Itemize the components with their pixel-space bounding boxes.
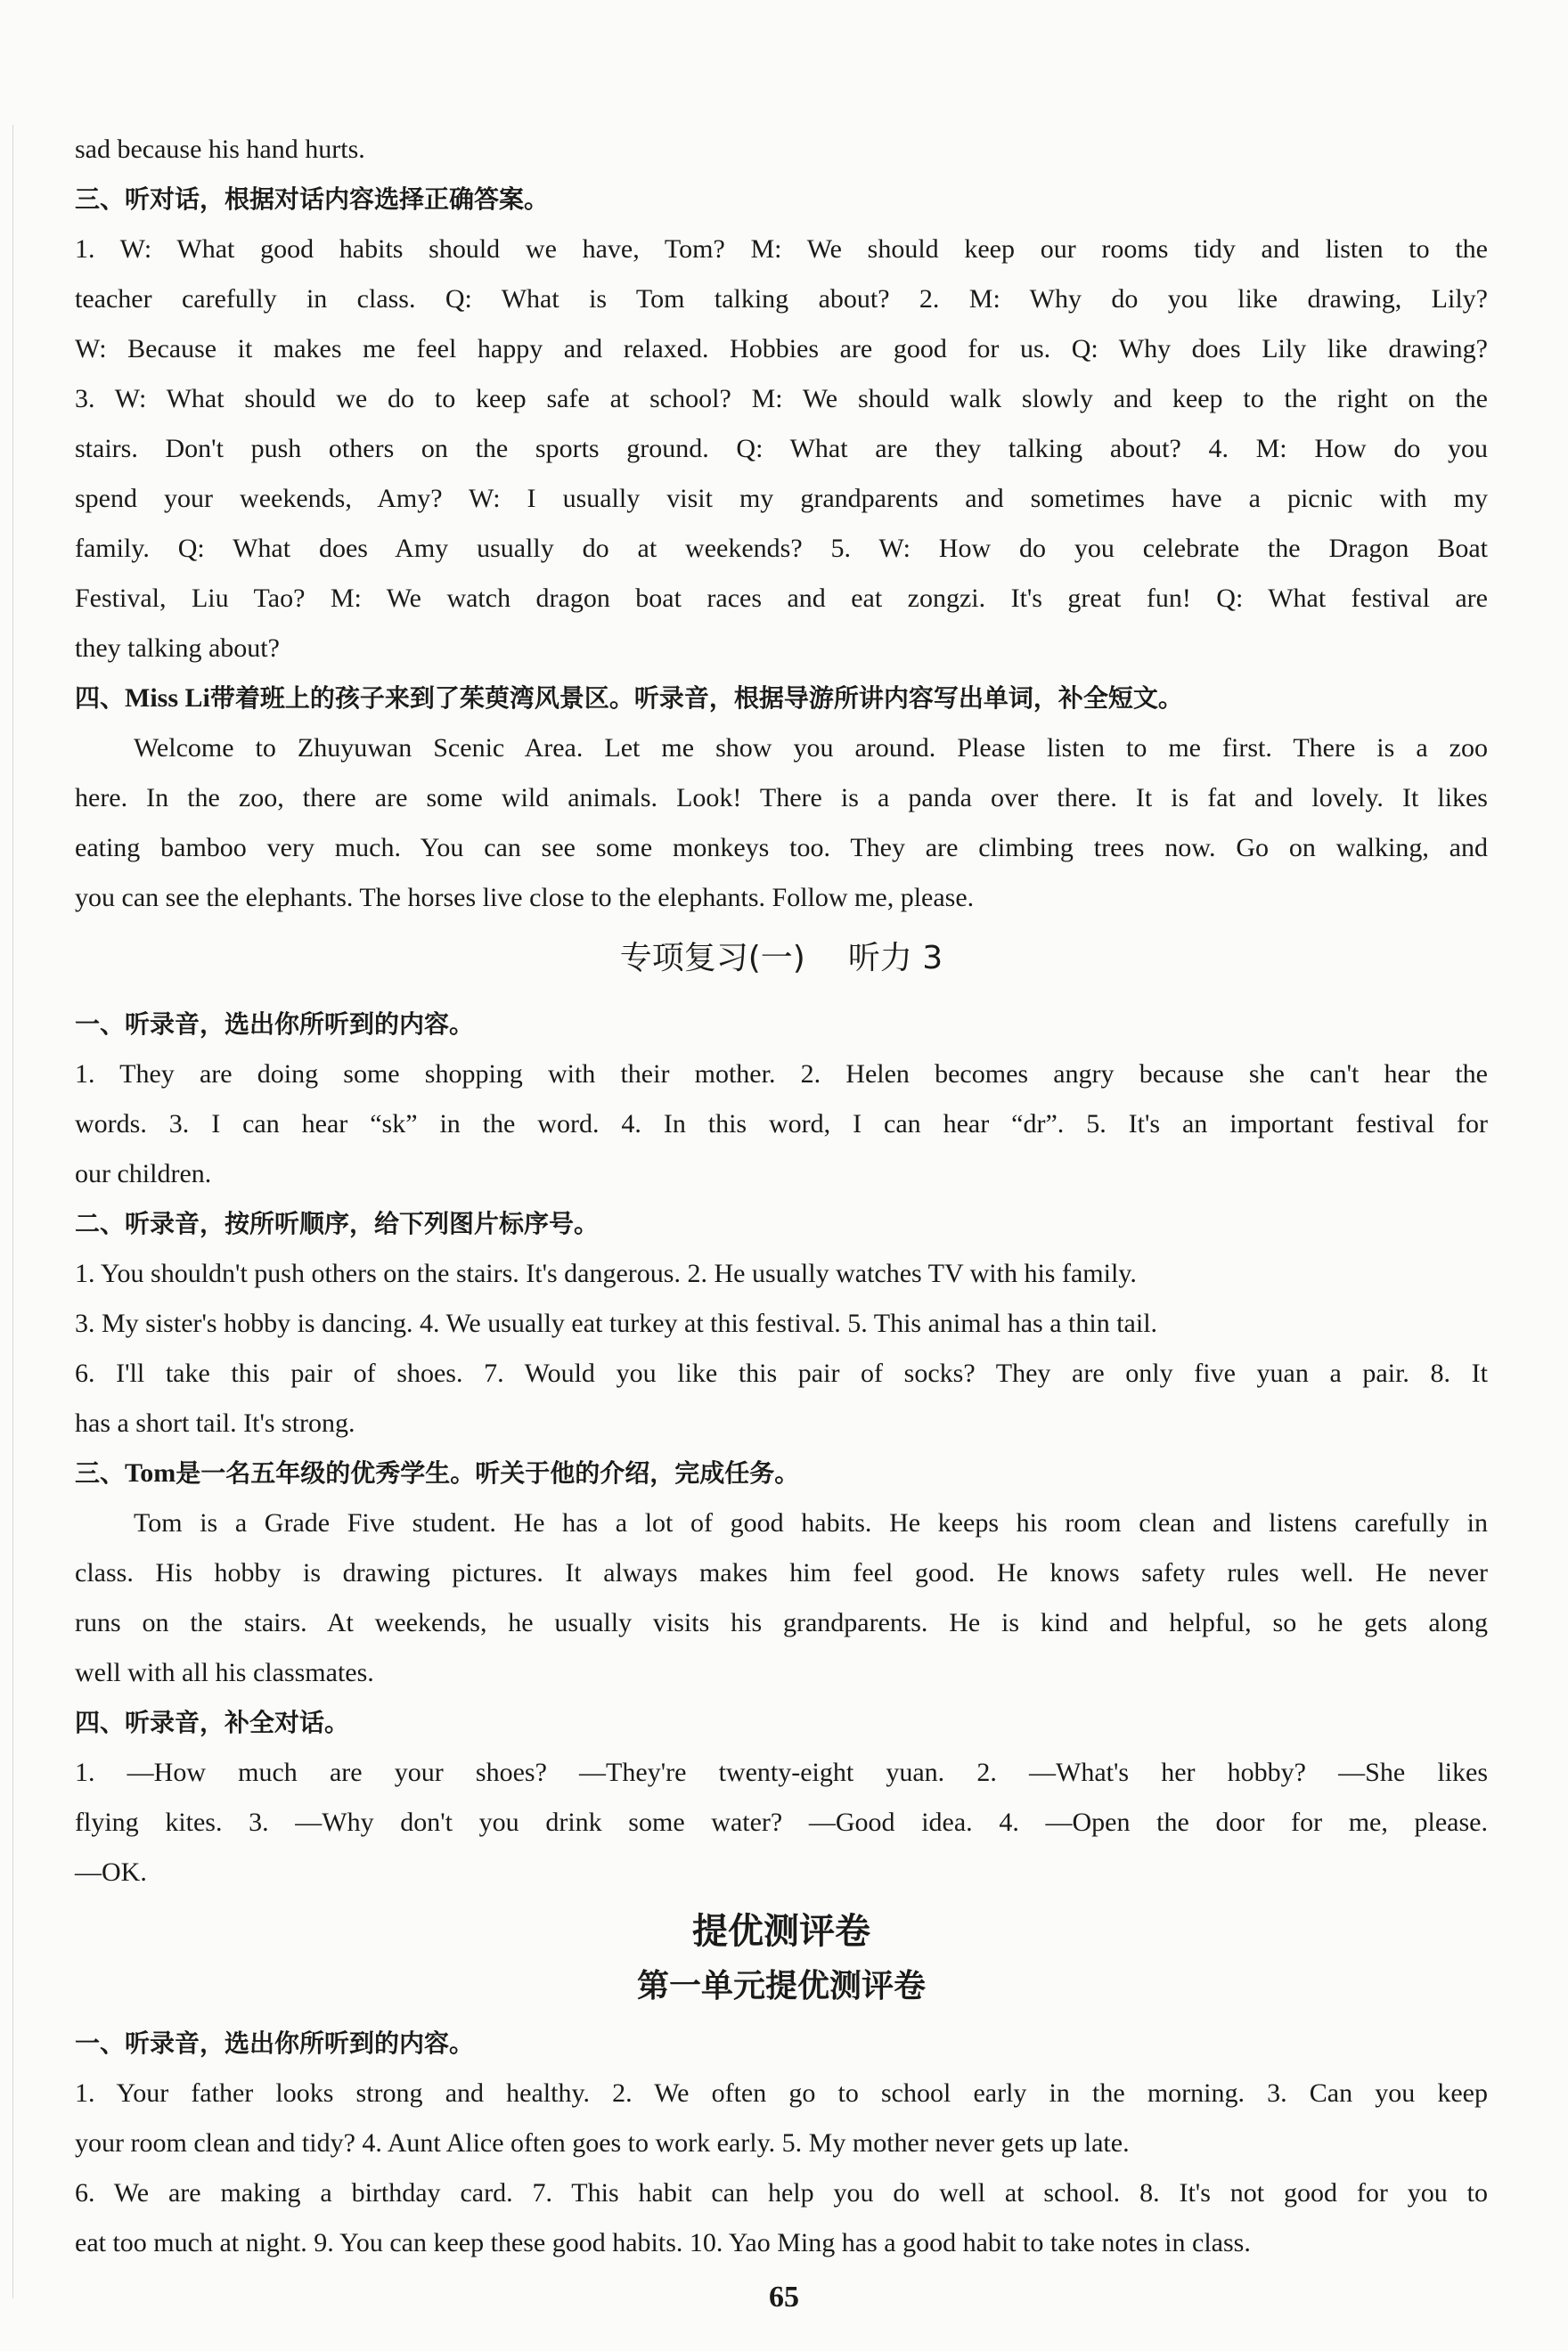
heading-prefix: 四、 xyxy=(75,683,126,713)
text-line: Festival, Liu Tao? M: We watch dragon boat races and eat zongzi. It's great fun! Q: What festival are xyxy=(75,584,1488,613)
text-line: your room clean and tidy? 4. Aunt Alice often goes to work early. 5. My mother never gets up late. xyxy=(75,2128,1130,2158)
text-line: 3. W: What should we do to keep safe at school? M: We should walk slowly and keep to the right on the xyxy=(75,384,1488,413)
section-heading: 三、听对话，根据对话内容选择正确答案。 xyxy=(75,184,550,214)
part-title: 提优测评卷 xyxy=(692,1911,870,1952)
text-line: spend your weekends, Amy? W: I usually visit my grandparents and sometimes have a picnic with my xyxy=(75,484,1488,513)
text-line: 6. We are making a birthday card. 7. This habit can help you do well at school. 8. It's not good for you to xyxy=(75,2178,1488,2208)
text-line: our children. xyxy=(75,1159,212,1188)
section-heading xyxy=(75,673,1488,723)
unit-title: 第一单元提优测评卷 xyxy=(636,1968,926,2004)
chapter-title-main: 专项复习(一) xyxy=(619,940,805,976)
text-line: eat too much at night. 9. You can keep these good habits. 10. Yao Ming has a good habit to take notes in class. xyxy=(75,2228,1251,2257)
text-line: Welcome to Zhuyuwan Scenic Area. Let me show you around. Please listen to me first. There is a zoo xyxy=(134,733,1488,763)
heading-name: Tom xyxy=(125,1458,176,1488)
text-line: family. Q: What does Amy usually do at weekends? 5. W: How do you celebrate the Dragon Boat xyxy=(75,534,1488,563)
text-line: class. His hobby is drawing pictures. It always makes him feel good. He knows safety rules well. He never xyxy=(75,1558,1488,1588)
text-line: well with all his classmates. xyxy=(75,1658,374,1687)
text-line: here. In the zoo, there are some wild animals. Look! There is a panda over there. It is fat and lovely. It likes xyxy=(75,783,1488,812)
page-margin-line xyxy=(12,125,13,2298)
text-line: teacher carefully in class. Q: What is Tom talking about? 2. M: Why do you like drawing, Lily? xyxy=(75,284,1488,314)
text-line: sad because his hand hurts. xyxy=(75,135,365,164)
text-line: you can see the elephants. The horses live close to the elephants. Follow me, please. xyxy=(75,883,975,912)
text-line: eating bamboo very much. You can see some monkeys too. They are climbing trees now. Go on walking, and xyxy=(75,833,1488,862)
text-line: 3. My sister's hobby is dancing. 4. We usually eat turkey at this festival. 5. This animal has a thin tail. xyxy=(75,1309,1158,1338)
section-heading: 二、听录音，按所听顺序，给下列图片标序号。 xyxy=(75,1209,600,1238)
text-line: Tom is a Grade Five student. He has a lot of good habits. He keeps his room clean and listens carefully in xyxy=(134,1508,1488,1538)
text-line: —OK. xyxy=(75,1857,147,1887)
text-line: flying kites. 3. —Why don't you drink some water? —Good idea. 4. —Open the door for me, please. xyxy=(75,1808,1488,1837)
page-number: 65 xyxy=(769,2281,799,2314)
text-line: words. 3. I can hear “sk” in the word. 4. In this word, I can hear “dr”. 5. It's an important festival for xyxy=(75,1109,1488,1139)
text-line: stairs. Don't push others on the sports ground. Q: What are they talking about? 4. M: How do you xyxy=(75,434,1488,463)
text-line: they talking about? xyxy=(75,633,280,663)
section-heading xyxy=(75,1449,1488,1498)
text-line: 1. They are doing some shopping with their mother. 2. Helen becomes angry because she can't hear the xyxy=(75,1059,1488,1089)
text-line: has a short tail. It's strong. xyxy=(75,1408,355,1438)
section-heading: 一、听录音，选出你所听到的内容。 xyxy=(75,2029,475,2058)
heading-prefix: 三、 xyxy=(75,1458,126,1488)
heading-text: 带着班上的孩子来到了茱萸湾风景区。听录音，根据导游所讲内容写出单词，补全短文。 xyxy=(209,683,1183,713)
chapter-title-sub: 听力 3 xyxy=(847,940,943,976)
section-heading: 四、听录音，补全对话。 xyxy=(75,1708,350,1737)
heading-text: 是一名五年级的优秀学生。听关于他的介绍，完成任务。 xyxy=(176,1458,800,1488)
text-line: runs on the stairs. At weekends, he usually visits his grandparents. He is kind and helpful, so he gets along xyxy=(75,1608,1488,1637)
section-heading: 一、听录音，选出你所听到的内容。 xyxy=(75,1009,475,1039)
text-line: 6. I'll take this pair of shoes. 7. Would you like this pair of socks? They are only five yuan a pair. 8. It xyxy=(75,1359,1488,1388)
chapter-title xyxy=(75,923,1488,1000)
text-line: 1. W: What good habits should we have, Tom? M: We should keep our rooms tidy and listen to the xyxy=(75,234,1488,264)
text-line: 1. —How much are your shoes? —They're twenty-eight yuan. 2. —What's her hobby? —She likes xyxy=(75,1758,1488,1787)
answer-page xyxy=(75,125,1488,2268)
text-line: 1. Your father looks strong and healthy. 2. We often go to school early in the morning. 3. Can you keep xyxy=(75,2078,1488,2108)
text-line: W: Because it makes me feel happy and relaxed. Hobbies are good for us. Q: Why does Lily like drawing? xyxy=(75,334,1488,363)
heading-name: Miss Li xyxy=(125,683,210,713)
text-line: 1. You shouldn't push others on the stairs. It's dangerous. 2. He usually watches TV with his family. xyxy=(75,1259,1137,1288)
